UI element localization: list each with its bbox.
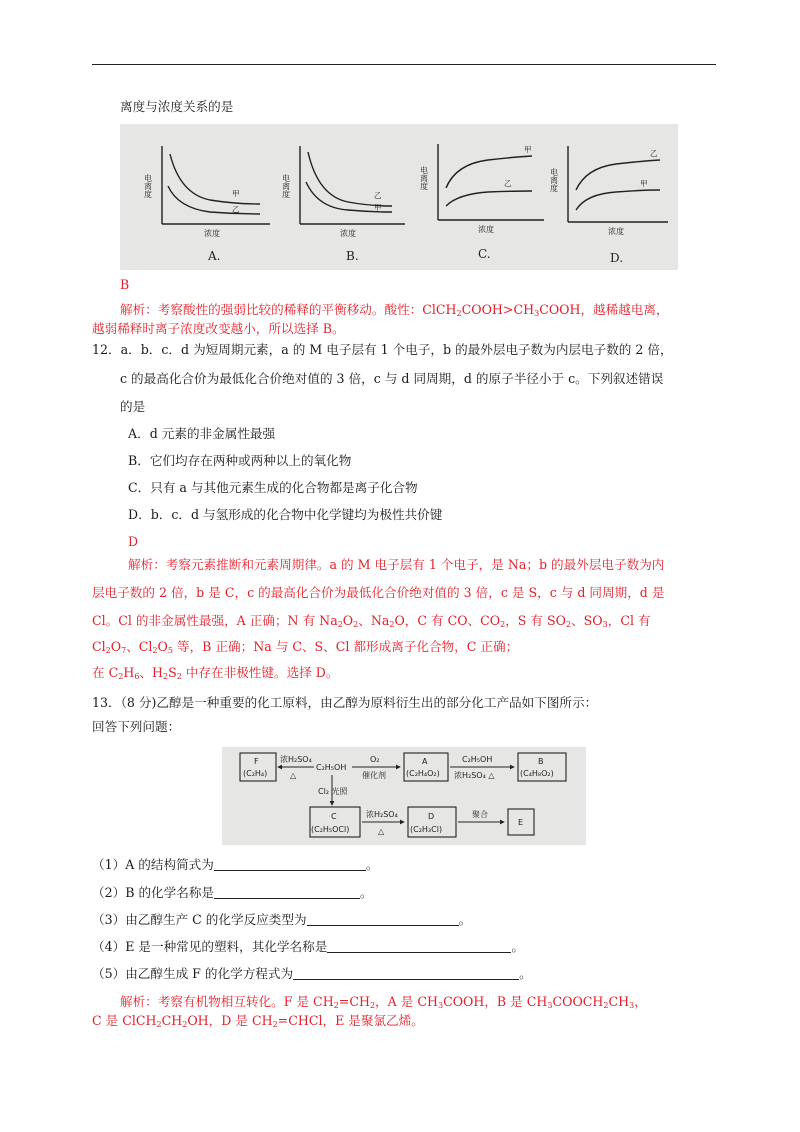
- q13-flow-svg: [222, 747, 586, 845]
- box-a-label: A: [422, 757, 428, 766]
- graph-d: [550, 146, 669, 265]
- graph-c-curve2: [446, 191, 532, 206]
- q13-question-3: （3）由乙醇生产 C 的化学反应类型为 。: [92, 912, 472, 927]
- arrow2-top: O₂: [370, 755, 380, 764]
- q13-analysis-line2: C 是 $ClCH_2CH_2OH$，D 是 $CH_2=CHCl$，E 是聚氯乙烯。: [92, 1013, 424, 1029]
- box-e-label: E: [518, 818, 524, 827]
- graph-b-curve2-label: 甲: [374, 203, 382, 212]
- graph-b: [282, 146, 406, 263]
- graph-a-curve1-label: 甲: [232, 189, 240, 198]
- graph-b-option: B.: [346, 249, 359, 263]
- q12-answer: D: [128, 534, 139, 549]
- graph-a-curve2-label: 乙: [232, 205, 240, 214]
- q12-option-a: A．d 元素的非金属性最强: [128, 426, 276, 441]
- q12-analysis-line2: 层电子数的 2 倍，b 是 C，c 的最高化合价为最低化合价绝对值的 3 倍，c 是 S，c 与 d 同周期，d 是: [92, 585, 665, 600]
- answer-blank-3[interactable]: [307, 913, 459, 926]
- answer-blank-2[interactable]: [214, 886, 360, 899]
- arrow5-top: 聚合: [472, 810, 488, 819]
- q11-analysis-line1: 解析：考察酸性的强弱比较的稀释的平衡移动。酸性：$ClCH_2COOH>CH_3COOH$，越稀越电离，: [120, 302, 669, 318]
- arrow3-bottom: 浓H₂SO₄ △: [454, 771, 495, 780]
- q12-line3: 的是: [120, 399, 146, 414]
- graph-b-ylabel: 电离度: [281, 174, 291, 198]
- box-d-formula: (C₂H₃Cl): [410, 825, 443, 834]
- graph-c-curve2-label: 乙: [504, 179, 512, 188]
- arrow4-top: 浓H₂SO₄: [366, 810, 398, 819]
- ethanol-label: C₂H₅OH: [316, 763, 347, 772]
- q12-option-c: C．只有 a 与其他元素生成的化合物都是离子化合物: [128, 480, 418, 495]
- graph-d-curve2: [576, 190, 660, 210]
- graph-b-xlabel: 浓度: [340, 229, 356, 238]
- graph-a-curve1: [170, 154, 260, 204]
- q13-question-2: （2）B 的化学名称是 。: [92, 885, 373, 900]
- header-rule: [92, 64, 716, 65]
- q12-analysis-line1: 解析：考察元素推断和元素周期律。a 的 M 电子层有 1 个电子，是 Na；b 的最外层电子数为内: [128, 557, 665, 572]
- box-f-formula: (C₂H₄): [243, 769, 268, 778]
- graph-d-curve1-label: 乙: [650, 149, 658, 158]
- box-b-formula: (C₄H₈O₂): [520, 769, 554, 778]
- q13-analysis-line1: 解析：考察有机物相互转化。F 是 $CH_2=CH_2$，A 是 $CH_3COOH$，B 是 $CH_3COOCH_2CH_3$，: [120, 994, 647, 1010]
- q13-line1: 13．（8 分)乙醇是一种重要的化工原料，由乙醇为原料衍生出的部分化工产品如下图所示：: [92, 695, 598, 710]
- box-d-label: D: [428, 812, 435, 821]
- q12-option-d: D．b．c．d 与氢形成的化合物中化学键均为极性共价键: [128, 507, 443, 522]
- arrow2-bottom: 催化剂: [362, 771, 386, 780]
- graph-c-option: C.: [478, 247, 491, 261]
- q13-question-5: （5）由乙醇生成 F 的化学方程式为 。: [92, 966, 532, 981]
- box-f-label: F: [254, 757, 259, 766]
- arrow3-top: C₂H₅OH: [462, 755, 493, 764]
- q12-line2: c 的最高化合价为最低化合价绝对值的 3 倍，c 与 d 同周期，d 的原子半径小于 c。下列叙述错误: [120, 371, 664, 386]
- q11-graphs-svg: [120, 124, 678, 270]
- q13-line2: 回答下列问题：: [92, 719, 181, 734]
- answer-blank-4[interactable]: [327, 940, 511, 953]
- q11-stem-tail: 离度与浓度关系的是: [120, 99, 234, 114]
- q12-analysis-line5: 在 $C_2H_6$、$H_2S_2$ 中存在非极性键。选择 D。: [92, 665, 339, 681]
- answer-blank-5[interactable]: [293, 967, 519, 980]
- graph-b-curve1-label: 乙: [374, 191, 382, 200]
- q11-analysis-line2: 越弱稀释时离子浓度改变越小，所以选择 B。: [92, 321, 345, 336]
- arrow4-bottom: △: [378, 827, 385, 836]
- box-b-label: B: [538, 757, 544, 766]
- graph-a-xlabel: 浓度: [204, 229, 220, 238]
- graph-c-curve1: [446, 156, 532, 188]
- q11-graphs-figure: [120, 124, 678, 270]
- graph-a: [144, 146, 271, 263]
- graph-d-ylabel: 电离度: [549, 168, 559, 192]
- graph-d-option: D.: [610, 251, 624, 265]
- graph-c-ylabel: 电离度: [419, 166, 429, 190]
- box-c-formula: (C₂H₅OCl): [311, 825, 350, 834]
- graph-c-xlabel: 浓度: [478, 225, 494, 234]
- graph-d-curve2-label: 甲: [640, 179, 648, 188]
- graph-c-curve1-label: 甲: [524, 145, 532, 154]
- q12-option-b: B．它们均存在两种或两种以上的氧化物: [128, 453, 352, 468]
- q12-analysis-line4: $Cl_2O_7$、$Cl_2O_5$ 等，B 正确；Na 与 C、S、Cl 都形成离子化合物，C 正确；: [92, 639, 519, 655]
- answer-blank-1[interactable]: [214, 858, 366, 871]
- graph-c: [420, 144, 545, 261]
- box-a-formula: (C₂H₄O₂): [406, 769, 440, 778]
- arrow1-top: 浓H₂SO₄: [280, 755, 312, 764]
- q13-flow-figure: [222, 747, 586, 845]
- graph-d-xlabel: 浓度: [608, 227, 624, 236]
- q12-line1: 12．a．b．c．d 为短周期元素，a 的 M 电子层有 1 个电子，b 的最外层电子数为内层电子数的 2 倍，: [92, 342, 673, 357]
- graph-a-ylabel: 电离度: [143, 174, 153, 198]
- q12-analysis-line3: Cl。Cl 的非金属性最强，A 正确；N 有 $Na_2O_2$、$Na_2O$，C 有 CO、$CO_2$，S 有 $SO_2$、$SO_3$，Cl 有: [92, 613, 651, 629]
- arrow1-bottom: △: [290, 771, 297, 780]
- q13-question-1: （1）A 的结构简式为 。: [92, 857, 379, 872]
- down-label: Cl₂ 光照: [318, 787, 348, 796]
- q11-answer: B: [120, 277, 130, 292]
- q13-question-4: （4）E 是一种常见的塑料，其化学名称是 。: [92, 939, 524, 954]
- box-c-label: C: [331, 812, 337, 821]
- graph-a-option: A.: [208, 249, 221, 263]
